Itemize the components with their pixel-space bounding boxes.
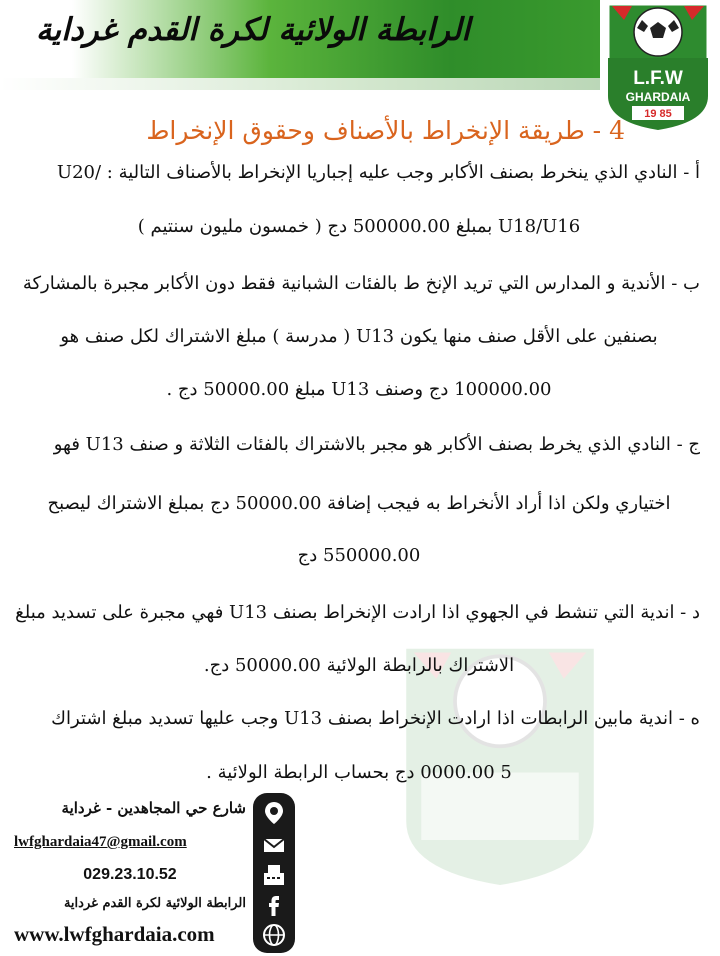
- section-title: 4 - طريقة الإنخراط بالأصناف وحقوق الإنخراط: [146, 116, 625, 145]
- paragraph-d-line2: الاشتراك بالرابطة الولائية 50000.00 دج.: [203, 655, 515, 676]
- paragraph-e-line1: ه - اندية مابين الرابطات اذا ارادت الإنخراط بصنف U13 وجب عليها تسديد مبلغ اشتراك: [51, 708, 700, 729]
- fax-icon: [260, 861, 288, 889]
- paragraph-e-line2: 5 0000.00 دج بحساب الرابطة الولائية .: [206, 762, 512, 783]
- paragraph-b-line2: بصنفين على الأقل صنف منها يكون U13 ( مدرسة ) مبلغ الاشتراك لكل صنف هو: [60, 326, 658, 347]
- footer-address: شارع حي المجاهدين - غرداية: [61, 799, 246, 817]
- footer-email[interactable]: lwfghardaia47@gmail.com: [14, 834, 187, 850]
- footer-phone: 029.23.10.52: [83, 866, 177, 883]
- logo-line2: GHARDAIA: [625, 90, 691, 104]
- paragraph-a-line2: U18/U16 بمبلغ 500000.00 دج ( خمسون مليون سنتيم ): [137, 216, 581, 237]
- paragraph-c-line2: اختياري ولكن اذا أراد الأنخراط به فيجب إضافة 50000.00 دج بمبلغ الاشتراك ليصبح: [47, 493, 671, 514]
- globe-icon: [260, 921, 288, 949]
- logo-line1: L.F.W: [633, 68, 683, 89]
- page-title: الرابطة الولائية لكرة القدم غرداية: [35, 12, 470, 48]
- paragraph-d-line1: د - اندية التي تنشط في الجهوي اذا ارادت الإنخراط بصنف U13 فهي مجبرة على تسديد مبلغ: [15, 602, 700, 623]
- facebook-icon: [260, 891, 288, 919]
- paragraph-b-line3: 100000.00 دج وصنف U13 مبلغ 50000.00 دج .: [166, 379, 552, 400]
- header-banner: [0, 0, 600, 78]
- envelope-icon: [260, 831, 288, 859]
- footer-website[interactable]: www.lwfghardaia.com: [14, 922, 215, 946]
- contact-icon-strip: [253, 793, 295, 953]
- paragraph-c-line1: ج - النادي الذي يخرط بصنف الأكابر هو مجبر بالاشتراك بالفئات الثلاثة و صنف U13 فهو: [53, 434, 700, 455]
- location-pin-icon: [260, 799, 288, 827]
- paragraph-b-line1: ب - الأندية و المدارس التي تريد الإنخ ط بالفئات الشبانية فقط دون الأكابر مجبرة بالمشاركة: [22, 273, 700, 294]
- logo-year: 19 85: [644, 108, 672, 120]
- league-logo: [602, 0, 714, 132]
- paragraph-c-line3: 550000.00 دج: [297, 545, 421, 566]
- paragraph-a-line1: أ - النادي الذي ينخرط بصنف الأكابر وجب عليه إجباريا الإنخراط بالأصناف التالية : /U20: [56, 162, 700, 183]
- footer-facebook[interactable]: الرابطة الولائية لكرة القدم غرداية: [63, 896, 246, 911]
